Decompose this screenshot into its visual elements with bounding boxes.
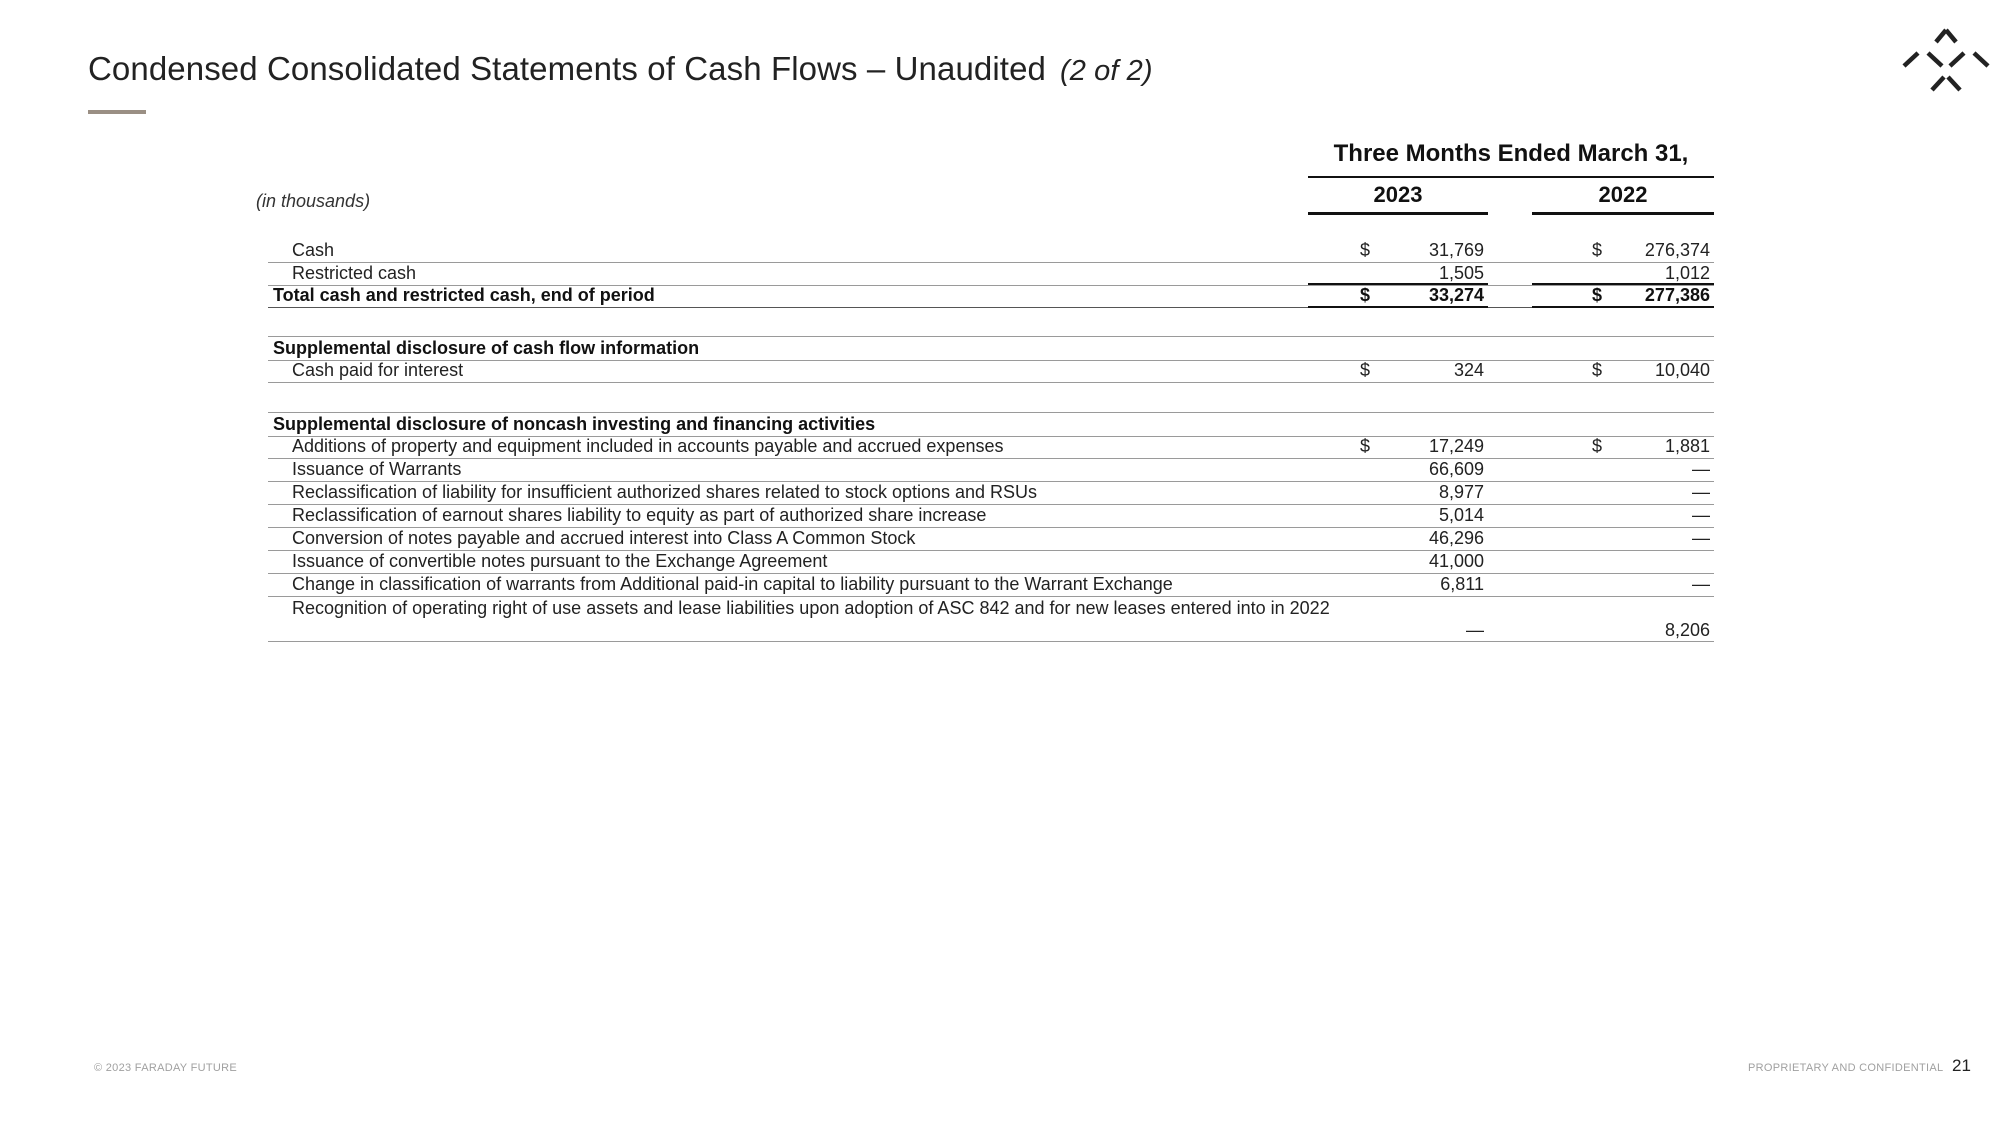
row-label: Issuance of Warrants	[292, 459, 462, 479]
column-header-2022: 2022	[1598, 182, 1648, 207]
table-row-cash-paid-interest	[268, 359, 1714, 383]
row-label: Restricted cash	[292, 263, 417, 283]
row-label: Cash	[292, 240, 335, 260]
value-2023: 17,249	[1428, 436, 1484, 456]
row-label: Cash paid for interest	[292, 360, 464, 380]
row-label: Change in classification of warrants from Additional paid-in capital to liability pursuant to the Warrant Exchange	[292, 574, 1173, 594]
value-2022: —	[1692, 459, 1710, 479]
page-subtitle: (2 of 2)	[1059, 55, 1153, 87]
section-label: Supplemental disclosure of cash flow information	[273, 338, 700, 358]
value-2023: 5,014	[1438, 505, 1484, 525]
total-rule-bottom-2023	[1308, 306, 1488, 308]
table-row	[268, 435, 1714, 459]
table-row-restricted-cash	[268, 262, 1714, 286]
value-2023: 46,296	[1428, 528, 1484, 548]
value-2023: 41,000	[1428, 551, 1484, 571]
page-title-text: Condensed Consolidated Statements of Cash Flows – Unaudited	[88, 50, 1046, 87]
value-2022: —	[1692, 574, 1710, 594]
row-label: Reclassification of earnout shares liability to equity as part of authorized share increase	[292, 505, 987, 525]
value-2023: 31,769	[1428, 240, 1484, 260]
value-2022: —	[1692, 482, 1710, 502]
value-2023: 8,977	[1438, 482, 1484, 502]
value-2022: 1,881	[1664, 436, 1710, 456]
currency-2022: $	[1592, 360, 1603, 380]
row-label: Additions of property and equipment included in accounts payable and accrued expenses	[292, 436, 1004, 456]
row-label: Recognition of operating right of use assets and lease liabilities upon adoption of ASC 842 and for new leases entered into in 2022	[292, 598, 1330, 618]
footer-copyright: © 2023 FARADAY FUTURE	[94, 1062, 237, 1074]
column-header-rule-2022	[1532, 212, 1714, 215]
value-2023: 33,274	[1428, 285, 1484, 305]
currency-2023: $	[1360, 360, 1371, 380]
value-2022: —	[1692, 528, 1710, 548]
page-number: 21	[1952, 1056, 1971, 1075]
column-header-2023: 2023	[1373, 182, 1423, 207]
table-row	[268, 573, 1714, 597]
currency-2022: $	[1592, 285, 1603, 305]
value-2023: —	[1466, 619, 1484, 640]
table-row-total-cash	[268, 284, 1714, 308]
column-header-rule-2023	[1308, 212, 1488, 215]
units-label: (in thousands)	[256, 191, 371, 211]
table-row-cash	[268, 239, 1714, 263]
section-heading-noncash-activities	[268, 412, 1714, 437]
table-row	[268, 481, 1714, 505]
table-row	[268, 596, 1714, 642]
value-2022: 8,206	[1664, 619, 1710, 640]
currency-2022: $	[1592, 436, 1603, 456]
value-2022: —	[1692, 505, 1710, 525]
value-2023: 66,609	[1428, 459, 1484, 479]
value-2022: 10,040	[1654, 360, 1710, 380]
value-2023: 1,505	[1438, 263, 1484, 283]
section-label: Supplemental disclosure of noncash investing and financing activities	[273, 414, 876, 434]
row-label: Conversion of notes payable and accrued interest into Class A Common Stock	[292, 528, 916, 548]
currency-2023: $	[1360, 436, 1371, 456]
table-row	[268, 504, 1714, 528]
page-title	[88, 50, 1153, 88]
value-2022: 1,012	[1664, 263, 1710, 283]
title-underline	[88, 110, 146, 114]
row-label: Reclassification of liability for insufficient authorized shares related to stock options and RSUs	[292, 482, 1038, 502]
value-2023: 324	[1453, 360, 1484, 380]
value-2023: 6,811	[1440, 574, 1484, 594]
row-label: Issuance of convertible notes pursuant to the Exchange Agreement	[292, 551, 828, 571]
section-heading-cash-flow-info	[268, 336, 1714, 361]
table-row	[268, 458, 1714, 482]
value-2022: 277,386	[1644, 285, 1710, 305]
currency-2023: $	[1360, 285, 1371, 305]
footer-confidential: PROPRIETARY AND CONFIDENTIAL	[1748, 1062, 1944, 1074]
period-header-rule	[1308, 176, 1714, 178]
currency-2022: $	[1592, 240, 1603, 260]
table-row	[268, 527, 1714, 551]
period-header: Three Months Ended March 31,	[1333, 140, 1689, 167]
table-row	[268, 550, 1714, 574]
row-label: Total cash and restricted cash, end of period	[273, 285, 655, 305]
value-2022: 276,374	[1644, 240, 1710, 260]
faraday-future-logo-icon	[1898, 26, 1994, 96]
total-rule-bottom-2022	[1532, 306, 1714, 308]
currency-2023: $	[1360, 240, 1371, 260]
